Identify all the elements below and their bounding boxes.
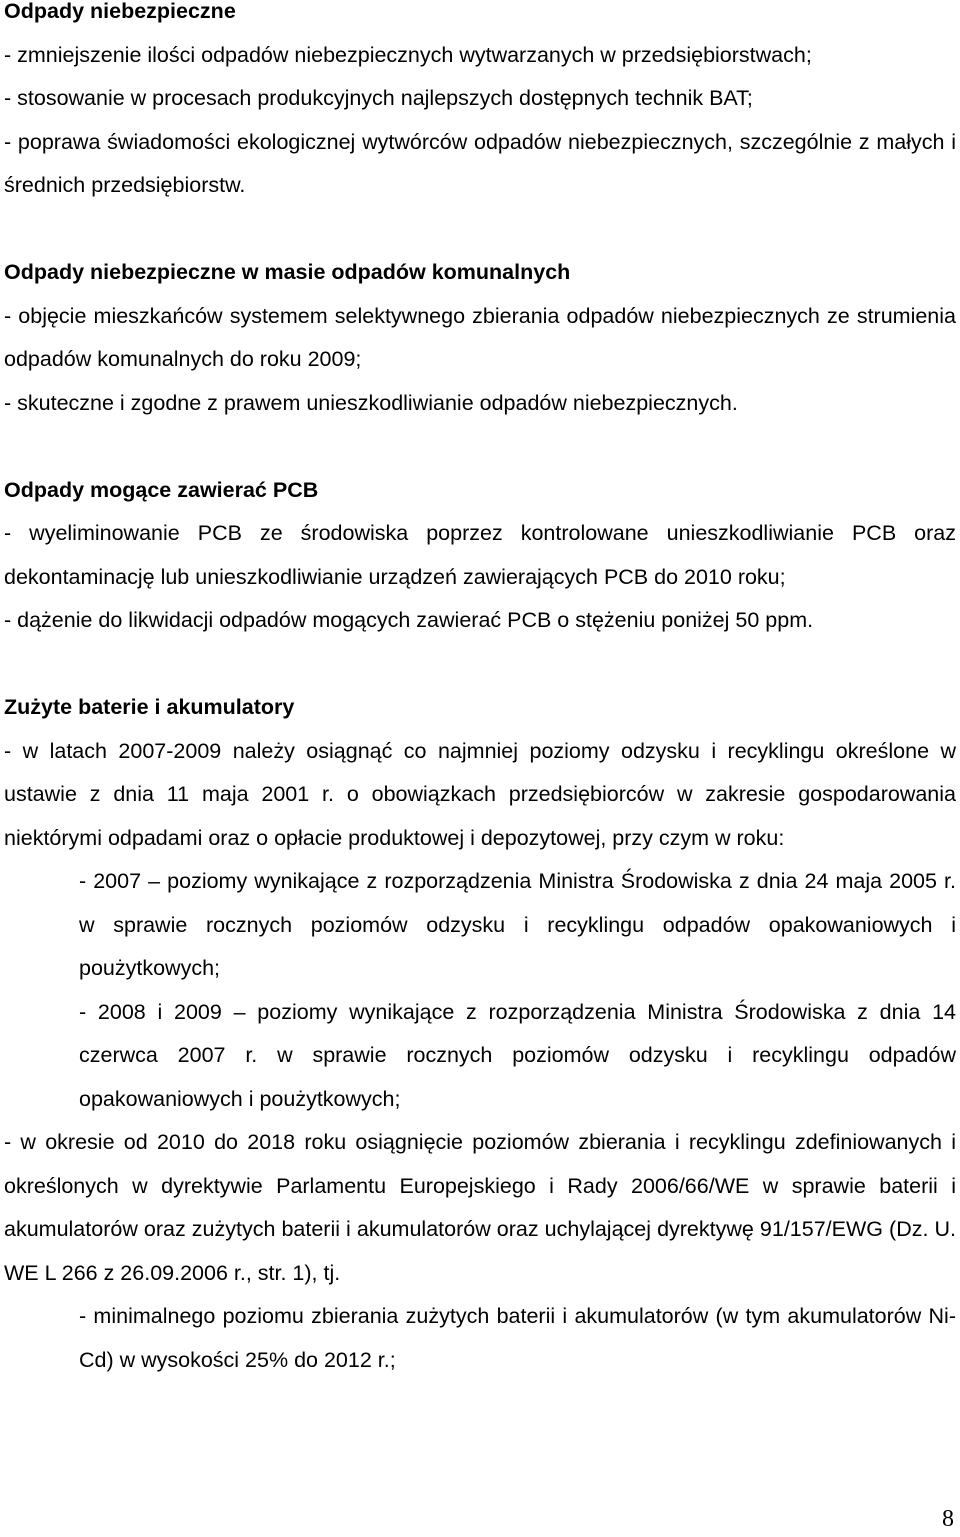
list-item: - w latach 2007-2009 należy osiągnąć co najmniej poziomy odzysku i recyklingu określone w ustawie z dnia 11 maja 2001 r. o obowiązkach przedsiębiorców w zakresie gospodarowania niektórymi odpadami oraz o opłacie produktowej i depozytowej, przy czym w roku:	[4, 738, 956, 850]
section-batteries	[4, 686, 956, 1382]
section-heading: Zużyte baterie i akumulatory	[4, 695, 295, 719]
sub-list-item: - 2008 i 2009 – poziomy wynikające z rozporządzenia Ministra Środowiska z dnia 14 czerwca 2007 r. w sprawie rocznych poziomów odzysku i recyklingu odpadów opakowaniowych i poużytkowych;	[79, 999, 956, 1111]
sub-list-item: - minimalnego poziomu zbierania zużytych baterii i akumulatorów (w tym akumulatorów Ni-Cd) w wysokości 25% do 2012 r.;	[79, 1304, 956, 1372]
section-municipal-hazardous-waste	[4, 251, 956, 425]
section-hazardous-waste	[4, 0, 956, 208]
list-item: - objęcie mieszkańców systemem selektywnego zbierania odpadów niebezpiecznych ze strumienia odpadów komunalnych do roku 2009;	[4, 303, 956, 371]
section-heading: Odpady niebezpieczne w masie odpadów komunalnych	[4, 260, 571, 284]
list-item: - zmniejszenie ilości odpadów niebezpiecznych wytwarzanych w przedsiębiorstwach;	[4, 42, 812, 67]
section-heading: Odpady niebezpieczne	[4, 0, 236, 23]
list-item: - stosowanie w procesach produkcyjnych najlepszych dostępnych technik BAT;	[4, 86, 753, 110]
list-item: - w okresie od 2010 do 2018 roku osiągnięcie poziomów zbierania i recyklingu zdefiniowanych i określonych w dyrektywie Parlamentu Europejskiego i Rady 2006/66/WE w sprawie baterii i akumulatorów oraz zużytych baterii i akumulatorów oraz uchylającej dyrektywę 91/157/EWG (Dz. U. WE L 266 z 26.09.2006 r., str. 1), tj.	[4, 1130, 956, 1285]
document-page	[4, 0, 956, 1382]
list-item: - wyeliminowanie PCB ze środowiska poprzez kontrolowane unieszkodliwianie PCB oraz dekontaminację lub unieszkodliwianie urządzeń zawierających PCB do 2010 roku;	[4, 521, 956, 589]
list-item: - poprawa świadomości ekologicznej wytwórców odpadów niebezpiecznych, szczególnie z małych i średnich przedsiębiorstw.	[4, 129, 956, 197]
section-heading: Odpady mogące zawierać PCB	[4, 477, 319, 502]
page-number: 8	[942, 1506, 954, 1532]
sub-list-item: - 2007 – poziomy wynikające z rozporządzenia Ministra Środowiska z dnia 24 maja 2005 r. w sprawie rocznych poziomów odzysku i recyklingu odpadów opakowaniowych i poużytkowych;	[79, 869, 956, 980]
list-item: - dążenie do likwidacji odpadów mogących zawierać PCB o stężeniu poniżej 50 ppm.	[4, 608, 814, 632]
section-pcb-waste	[4, 469, 956, 643]
list-item: - skuteczne i zgodne z prawem unieszkodliwianie odpadów niebezpiecznych.	[4, 390, 738, 415]
